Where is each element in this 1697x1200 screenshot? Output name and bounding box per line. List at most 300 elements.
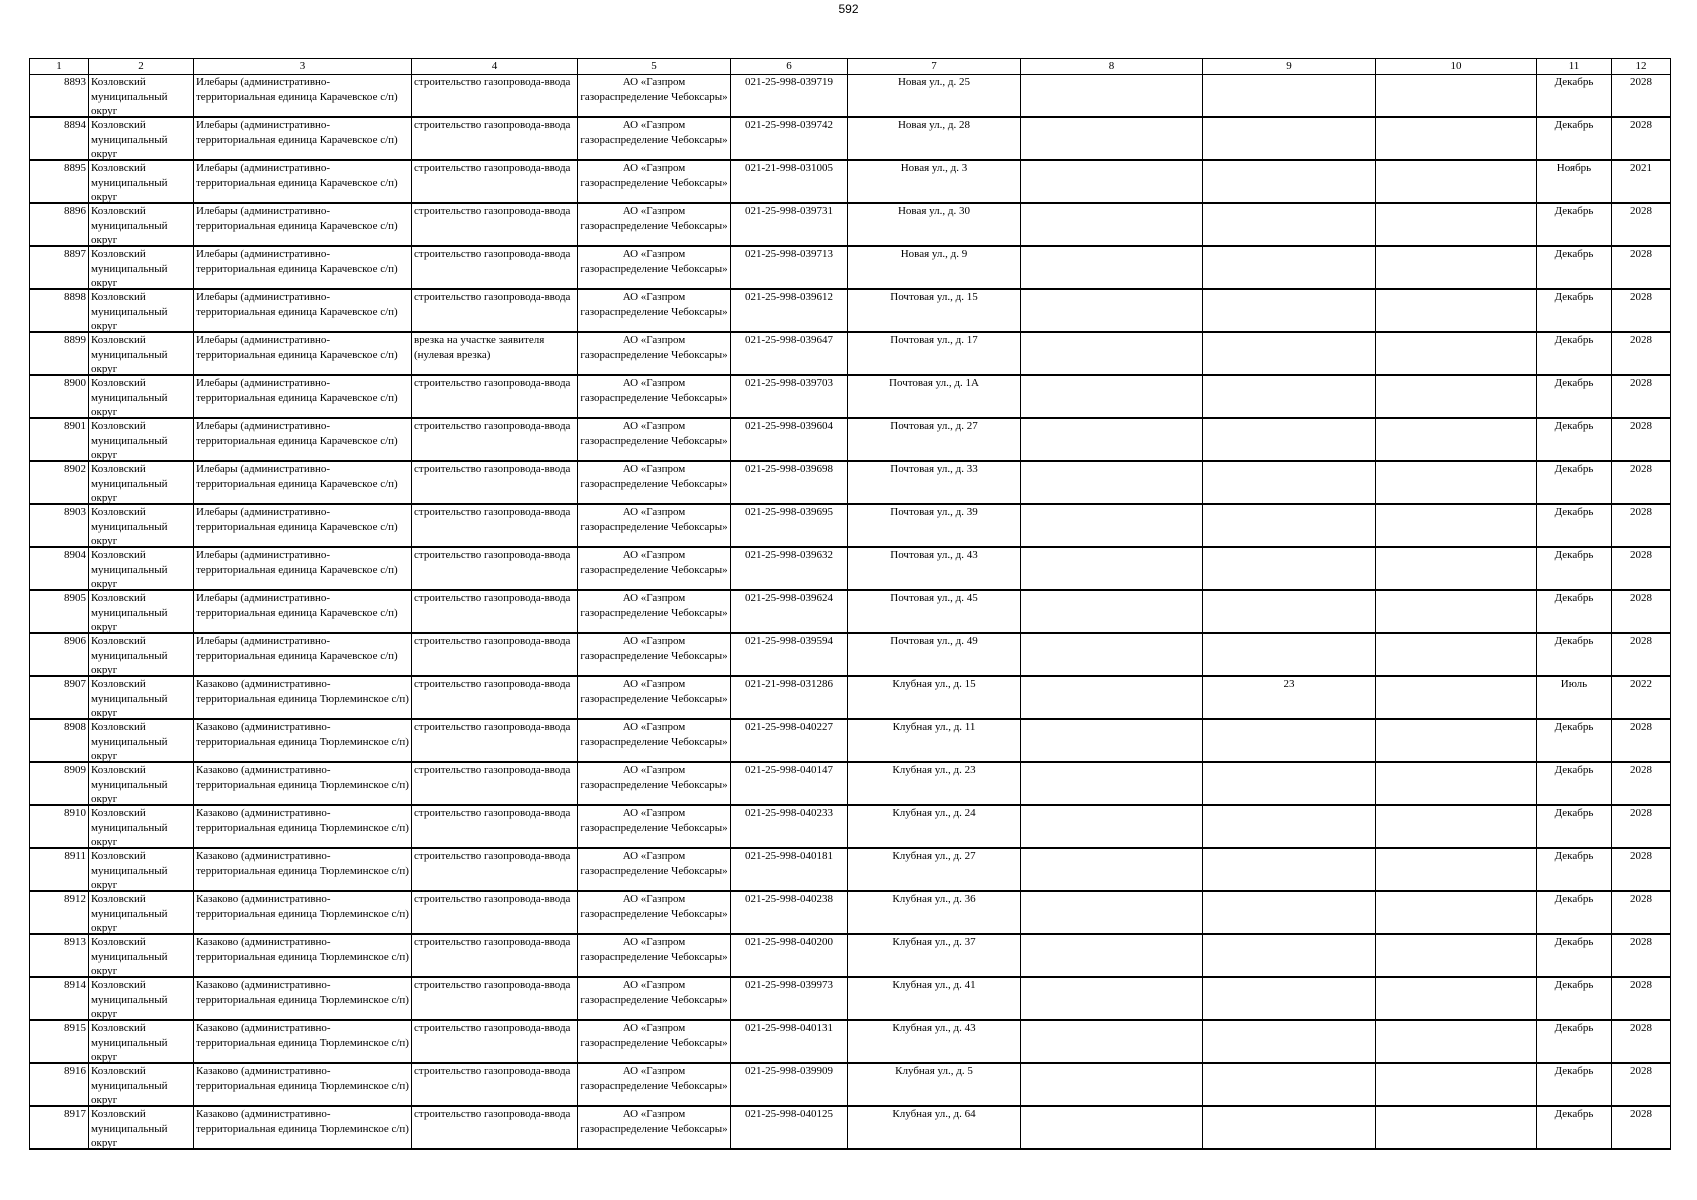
code-cell: [731, 203, 848, 246]
year-cell: [1612, 117, 1671, 160]
code-cell: [731, 418, 848, 461]
address-cell-text: Новая ул., д. 28: [897, 119, 971, 131]
column-9-cell-text: [1205, 720, 1373, 761]
column-8-cell-text: [1023, 548, 1200, 589]
row-number-cell: [30, 504, 89, 547]
month-cell-text: Декабрь: [1554, 635, 1594, 647]
table-row: [30, 676, 1671, 719]
locality-cell-text: Казаково (административно-территориальная единица Тюрлеминское с/п): [196, 678, 409, 705]
year-cell: [1612, 934, 1671, 977]
column-9-cell: [1203, 375, 1376, 418]
month-cell: [1537, 934, 1612, 977]
year-cell-text: 2028: [1630, 721, 1652, 733]
column-8-cell: [1021, 977, 1203, 1020]
code-cell-text: 021-25-998-040181: [745, 850, 833, 862]
column-9-cell: [1203, 590, 1376, 633]
column-8-cell-text: [1023, 161, 1200, 202]
month-cell-text: Ноябрь: [1556, 162, 1592, 174]
column-10-cell: [1376, 977, 1537, 1020]
locality-cell: [194, 805, 412, 848]
row-number-cell-text: 8917: [64, 1108, 86, 1120]
address-cell: [848, 375, 1021, 418]
address-cell: [848, 1106, 1021, 1149]
row-number-cell: [30, 762, 89, 805]
table-row: [30, 332, 1671, 375]
district-cell: [89, 762, 194, 805]
year-cell: [1612, 676, 1671, 719]
year-cell-text: 2028: [1630, 1022, 1652, 1034]
column-9-cell: [1203, 633, 1376, 676]
district-cell: [89, 1063, 194, 1106]
organization-cell: [578, 461, 731, 504]
district-cell: [89, 117, 194, 160]
column-8-cell: [1021, 504, 1203, 547]
row-number-cell-text: 8897: [64, 248, 86, 260]
year-cell-text: 2028: [1630, 850, 1652, 862]
year-cell-text: 2028: [1630, 291, 1652, 303]
work-type-cell: [412, 633, 578, 676]
year-cell: [1612, 719, 1671, 762]
work-type-cell: [412, 934, 578, 977]
column-10-cell-text: [1378, 849, 1534, 890]
column-8-cell-text: [1023, 75, 1200, 116]
column-10-cell: [1376, 461, 1537, 504]
address-cell-text: Почтовая ул., д. 17: [890, 334, 978, 346]
work-type-cell: [412, 590, 578, 633]
address-cell: [848, 934, 1021, 977]
column-10-cell: [1376, 848, 1537, 891]
organization-cell-text: АО «Газпром газораспределение Чебоксары»: [580, 893, 728, 920]
column-8-cell-text: [1023, 118, 1200, 159]
column-9-cell: [1203, 848, 1376, 891]
row-number-cell-text: 8903: [64, 506, 86, 518]
row-number-cell-text: 8901: [64, 420, 86, 432]
row-number-cell-text: 8905: [64, 592, 86, 604]
address-cell: [848, 590, 1021, 633]
column-9-cell-text: [1205, 161, 1373, 202]
locality-cell-text: Илебары (административно-территориальная единица Карачевское с/п): [196, 119, 398, 146]
row-number-cell: [30, 160, 89, 203]
work-type-cell-text: строительство газопровода-ввода: [414, 850, 571, 862]
table-row: [30, 633, 1671, 676]
table-header: [30, 59, 1671, 75]
work-type-cell: [412, 289, 578, 332]
column-9-cell-text: [1205, 204, 1373, 245]
table-row: [30, 1106, 1671, 1149]
work-type-cell-text: строительство газопровода-ввода: [414, 635, 571, 647]
work-type-cell-text: врезка на участке заявителя (нулевая врезка): [414, 334, 545, 361]
code-cell-text: 021-25-998-039719: [745, 76, 833, 88]
year-cell: [1612, 289, 1671, 332]
table-row: [30, 160, 1671, 203]
table-row: [30, 375, 1671, 418]
year-cell: [1612, 891, 1671, 934]
year-cell: [1612, 160, 1671, 203]
row-number-cell-text: 8899: [64, 334, 86, 346]
month-cell-text: Декабрь: [1554, 807, 1594, 819]
code-cell-text: 021-25-998-040131: [745, 1022, 833, 1034]
column-10-cell-text: [1378, 634, 1534, 675]
column-8-cell: [1021, 289, 1203, 332]
year-cell: [1612, 504, 1671, 547]
year-cell-text: 2028: [1630, 807, 1652, 819]
code-cell: [731, 1063, 848, 1106]
column-header-6: 6: [731, 59, 848, 75]
row-number-cell: [30, 805, 89, 848]
year-cell: [1612, 1063, 1671, 1106]
organization-cell-text: АО «Газпром газораспределение Чебоксары»: [580, 377, 728, 404]
column-9-cell: [1203, 547, 1376, 590]
month-cell-text: Декабрь: [1554, 1022, 1594, 1034]
month-cell: [1537, 332, 1612, 375]
column-10-cell: [1376, 160, 1537, 203]
month-cell: [1537, 461, 1612, 504]
column-10-cell-text: [1378, 1107, 1534, 1148]
column-8-cell: [1021, 676, 1203, 719]
column-10-cell: [1376, 75, 1537, 118]
locality-cell-text: Казаково (административно-территориальная единица Тюрлеминское с/п): [196, 1022, 409, 1049]
work-type-cell: [412, 891, 578, 934]
district-cell-text: Козловский муниципальный округ: [91, 979, 168, 1019]
column-10-cell: [1376, 1063, 1537, 1106]
locality-cell-text: Илебары (административно-территориальная единица Карачевское с/п): [196, 205, 398, 232]
row-number-cell-text: 8910: [64, 807, 86, 819]
code-cell-text: 021-25-998-039632: [745, 549, 833, 561]
district-cell-text: Козловский муниципальный округ: [91, 506, 168, 546]
month-cell-text: Декабрь: [1554, 893, 1594, 905]
year-cell: [1612, 75, 1671, 118]
column-8-cell: [1021, 75, 1203, 118]
year-cell-text: 2028: [1630, 979, 1652, 991]
column-8-cell: [1021, 719, 1203, 762]
table-row: [30, 75, 1671, 118]
row-number-cell-text: 8915: [64, 1022, 86, 1034]
month-cell: [1537, 160, 1612, 203]
year-cell-text: 2028: [1630, 549, 1652, 561]
column-8-cell-text: [1023, 204, 1200, 245]
column-9-cell: [1203, 461, 1376, 504]
row-number-cell: [30, 75, 89, 118]
code-cell-text: 021-25-998-039698: [745, 463, 833, 475]
organization-cell: [578, 418, 731, 461]
address-cell: [848, 461, 1021, 504]
organization-cell-text: АО «Газпром газораспределение Чебоксары»: [580, 76, 728, 103]
district-cell: [89, 590, 194, 633]
column-8-cell-text: [1023, 247, 1200, 288]
district-cell: [89, 332, 194, 375]
address-cell-text: Почтовая ул., д. 49: [890, 635, 978, 647]
column-8-cell: [1021, 117, 1203, 160]
table-row: [30, 590, 1671, 633]
column-10-cell: [1376, 633, 1537, 676]
organization-cell: [578, 1063, 731, 1106]
address-cell: [848, 203, 1021, 246]
column-9-cell-text: [1205, 419, 1373, 460]
district-cell: [89, 160, 194, 203]
locality-cell-text: Казаково (административно-территориальная единица Тюрлеминское с/п): [196, 721, 409, 748]
district-cell: [89, 246, 194, 289]
address-cell-text: Новая ул., д. 25: [897, 76, 971, 88]
column-9-cell-text: [1205, 1064, 1373, 1105]
work-type-cell: [412, 375, 578, 418]
district-cell-text: Козловский муниципальный округ: [91, 850, 168, 890]
work-type-cell-text: строительство газопровода-ввода: [414, 893, 571, 905]
column-9-cell: [1203, 934, 1376, 977]
district-cell: [89, 461, 194, 504]
column-9-cell: [1203, 332, 1376, 375]
month-cell: [1537, 633, 1612, 676]
district-cell-text: Козловский муниципальный округ: [91, 764, 168, 804]
work-type-cell: [412, 977, 578, 1020]
address-cell: [848, 418, 1021, 461]
month-cell-text: Декабрь: [1554, 850, 1594, 862]
code-cell: [731, 934, 848, 977]
column-10-cell: [1376, 590, 1537, 633]
year-cell: [1612, 848, 1671, 891]
month-cell: [1537, 203, 1612, 246]
row-number-cell-text: 8907: [64, 678, 86, 690]
column-9-cell-text: [1205, 591, 1373, 632]
year-cell-text: 2028: [1630, 1065, 1652, 1077]
organization-cell: [578, 762, 731, 805]
column-8-cell-text: [1023, 1021, 1200, 1062]
district-cell-text: Козловский муниципальный округ: [91, 893, 168, 933]
organization-cell-text: АО «Газпром газораспределение Чебоксары»: [580, 506, 728, 533]
code-cell: [731, 891, 848, 934]
row-number-cell: [30, 1063, 89, 1106]
column-10-cell-text: [1378, 548, 1534, 589]
address-cell-text: Клубная ул., д. 15: [892, 678, 976, 690]
year-cell-text: 2028: [1630, 420, 1652, 432]
column-10-cell-text: [1378, 333, 1534, 374]
district-cell: [89, 719, 194, 762]
year-cell-text: 2022: [1630, 678, 1652, 690]
year-cell: [1612, 203, 1671, 246]
work-type-cell: [412, 547, 578, 590]
code-cell: [731, 504, 848, 547]
code-cell: [731, 590, 848, 633]
address-cell: [848, 332, 1021, 375]
year-cell-text: 2028: [1630, 764, 1652, 776]
month-cell-text: Декабрь: [1554, 248, 1594, 260]
year-cell: [1612, 375, 1671, 418]
column-8-cell: [1021, 547, 1203, 590]
row-number-cell: [30, 977, 89, 1020]
work-type-cell-text: строительство газопровода-ввода: [414, 291, 571, 303]
year-cell: [1612, 805, 1671, 848]
column-10-cell: [1376, 762, 1537, 805]
data-table: [29, 58, 1671, 1150]
district-cell-text: Козловский муниципальный округ: [91, 248, 168, 288]
month-cell: [1537, 977, 1612, 1020]
column-8-cell: [1021, 805, 1203, 848]
address-cell-text: Почтовая ул., д. 43: [890, 549, 978, 561]
column-9-cell: [1203, 160, 1376, 203]
row-number-cell: [30, 461, 89, 504]
locality-cell-text: Казаково (административно-территориальная единица Тюрлеминское с/п): [196, 850, 409, 877]
locality-cell: [194, 1020, 412, 1063]
month-cell-text: Декабрь: [1554, 463, 1594, 475]
month-cell: [1537, 848, 1612, 891]
organization-cell: [578, 977, 731, 1020]
column-8-cell: [1021, 160, 1203, 203]
column-8-cell-text: [1023, 1107, 1200, 1148]
column-10-cell: [1376, 418, 1537, 461]
code-cell: [731, 633, 848, 676]
address-cell: [848, 504, 1021, 547]
organization-cell: [578, 934, 731, 977]
work-type-cell-text: строительство газопровода-ввода: [414, 205, 571, 217]
address-cell-text: Клубная ул., д. 5: [895, 1065, 973, 1077]
column-8-cell: [1021, 891, 1203, 934]
code-cell: [731, 375, 848, 418]
year-cell-text: 2028: [1630, 635, 1652, 647]
district-cell: [89, 633, 194, 676]
code-cell: [731, 1106, 848, 1149]
district-cell: [89, 934, 194, 977]
column-8-cell: [1021, 1020, 1203, 1063]
table-row: [30, 934, 1671, 977]
row-number-cell-text: 8908: [64, 721, 86, 733]
district-cell: [89, 805, 194, 848]
row-number-cell: [30, 547, 89, 590]
month-cell-text: Декабрь: [1554, 721, 1594, 733]
organization-cell: [578, 891, 731, 934]
locality-cell: [194, 762, 412, 805]
column-8-cell: [1021, 762, 1203, 805]
month-cell-text: Декабрь: [1554, 1065, 1594, 1077]
column-9-cell-text: [1205, 75, 1373, 116]
column-8-cell-text: [1023, 290, 1200, 331]
row-number-cell: [30, 289, 89, 332]
district-cell-text: Козловский муниципальный округ: [91, 119, 168, 159]
district-cell: [89, 1106, 194, 1149]
code-cell-text: 021-25-998-040147: [745, 764, 833, 776]
address-cell-text: Клубная ул., д. 64: [892, 1108, 976, 1120]
address-cell-text: Почтовая ул., д. 15: [890, 291, 978, 303]
column-8-cell: [1021, 246, 1203, 289]
month-cell: [1537, 75, 1612, 118]
district-cell: [89, 977, 194, 1020]
work-type-cell-text: строительство газопровода-ввода: [414, 592, 571, 604]
address-cell-text: Почтовая ул., д. 45: [890, 592, 978, 604]
address-cell: [848, 762, 1021, 805]
code-cell-text: 021-25-998-040200: [745, 936, 833, 948]
district-cell-text: Козловский муниципальный округ: [91, 1022, 168, 1062]
locality-cell: [194, 891, 412, 934]
organization-cell: [578, 289, 731, 332]
code-cell-text: 021-25-998-039695: [745, 506, 833, 518]
month-cell: [1537, 117, 1612, 160]
column-8-cell-text: [1023, 849, 1200, 890]
locality-cell: [194, 418, 412, 461]
locality-cell-text: Казаково (административно-территориальная единица Тюрлеминское с/п): [196, 807, 409, 834]
work-type-cell-text: строительство газопровода-ввода: [414, 549, 571, 561]
month-cell: [1537, 246, 1612, 289]
row-number-cell-text: 8913: [64, 936, 86, 948]
address-cell-text: Новая ул., д. 30: [897, 205, 971, 217]
column-10-cell-text: [1378, 806, 1534, 847]
locality-cell: [194, 633, 412, 676]
column-9-cell: [1203, 1106, 1376, 1149]
column-10-cell-text: [1378, 75, 1534, 116]
year-cell-text: 2028: [1630, 205, 1652, 217]
row-number-cell-text: 8914: [64, 979, 86, 991]
work-type-cell: [412, 848, 578, 891]
work-type-cell-text: строительство газопровода-ввода: [414, 678, 571, 690]
organization-cell: [578, 375, 731, 418]
locality-cell: [194, 117, 412, 160]
address-cell-text: Почтовая ул., д. 33: [890, 463, 978, 475]
organization-cell-text: АО «Газпром газораспределение Чебоксары»: [580, 291, 728, 318]
district-cell: [89, 375, 194, 418]
month-cell: [1537, 504, 1612, 547]
locality-cell-text: Илебары (административно-территориальная единица Карачевское с/п): [196, 506, 398, 533]
column-8-cell: [1021, 1063, 1203, 1106]
column-10-cell: [1376, 547, 1537, 590]
address-cell-text: Клубная ул., д. 41: [892, 979, 976, 991]
district-cell: [89, 676, 194, 719]
month-cell: [1537, 590, 1612, 633]
month-cell: [1537, 676, 1612, 719]
year-cell-text: 2028: [1630, 377, 1652, 389]
year-cell-text: 2028: [1630, 76, 1652, 88]
column-10-cell: [1376, 117, 1537, 160]
column-9-cell: [1203, 676, 1376, 719]
organization-cell-text: АО «Газпром газораспределение Чебоксары»: [580, 463, 728, 490]
table-row: [30, 1063, 1671, 1106]
month-cell-text: Декабрь: [1554, 119, 1594, 131]
row-number-cell: [30, 332, 89, 375]
column-10-cell: [1376, 934, 1537, 977]
column-8-cell-text: [1023, 505, 1200, 546]
row-number-cell: [30, 246, 89, 289]
table-row: [30, 461, 1671, 504]
column-8-cell: [1021, 848, 1203, 891]
table-row: [30, 547, 1671, 590]
row-number-cell: [30, 203, 89, 246]
column-8-cell-text: [1023, 892, 1200, 933]
table-row: [30, 719, 1671, 762]
month-cell-text: Декабрь: [1554, 334, 1594, 346]
year-cell-text: 2021: [1630, 162, 1652, 174]
table-row: [30, 1020, 1671, 1063]
column-9-cell: [1203, 246, 1376, 289]
column-8-cell-text: [1023, 591, 1200, 632]
code-cell-text: 021-25-998-039973: [745, 979, 833, 991]
row-number-cell-text: 8906: [64, 635, 86, 647]
year-cell-text: 2028: [1630, 1108, 1652, 1120]
code-cell-text: 021-25-998-039703: [745, 377, 833, 389]
organization-cell-text: АО «Газпром газораспределение Чебоксары»: [580, 764, 728, 791]
locality-cell: [194, 547, 412, 590]
district-cell-text: Козловский муниципальный округ: [91, 549, 168, 589]
column-9-cell-text: [1205, 1107, 1373, 1148]
organization-cell: [578, 246, 731, 289]
month-cell-text: Декабрь: [1554, 506, 1594, 518]
column-9-cell: [1203, 1063, 1376, 1106]
organization-cell: [578, 332, 731, 375]
organization-cell: [578, 117, 731, 160]
locality-cell-text: Илебары (административно-территориальная единица Карачевское с/п): [196, 463, 398, 490]
table-row: [30, 203, 1671, 246]
district-cell-text: Козловский муниципальный округ: [91, 936, 168, 976]
column-9-cell: [1203, 504, 1376, 547]
locality-cell-text: Илебары (административно-территориальная единица Карачевское с/п): [196, 248, 398, 275]
locality-cell: [194, 504, 412, 547]
column-10-cell: [1376, 805, 1537, 848]
year-cell-text: 2028: [1630, 893, 1652, 905]
